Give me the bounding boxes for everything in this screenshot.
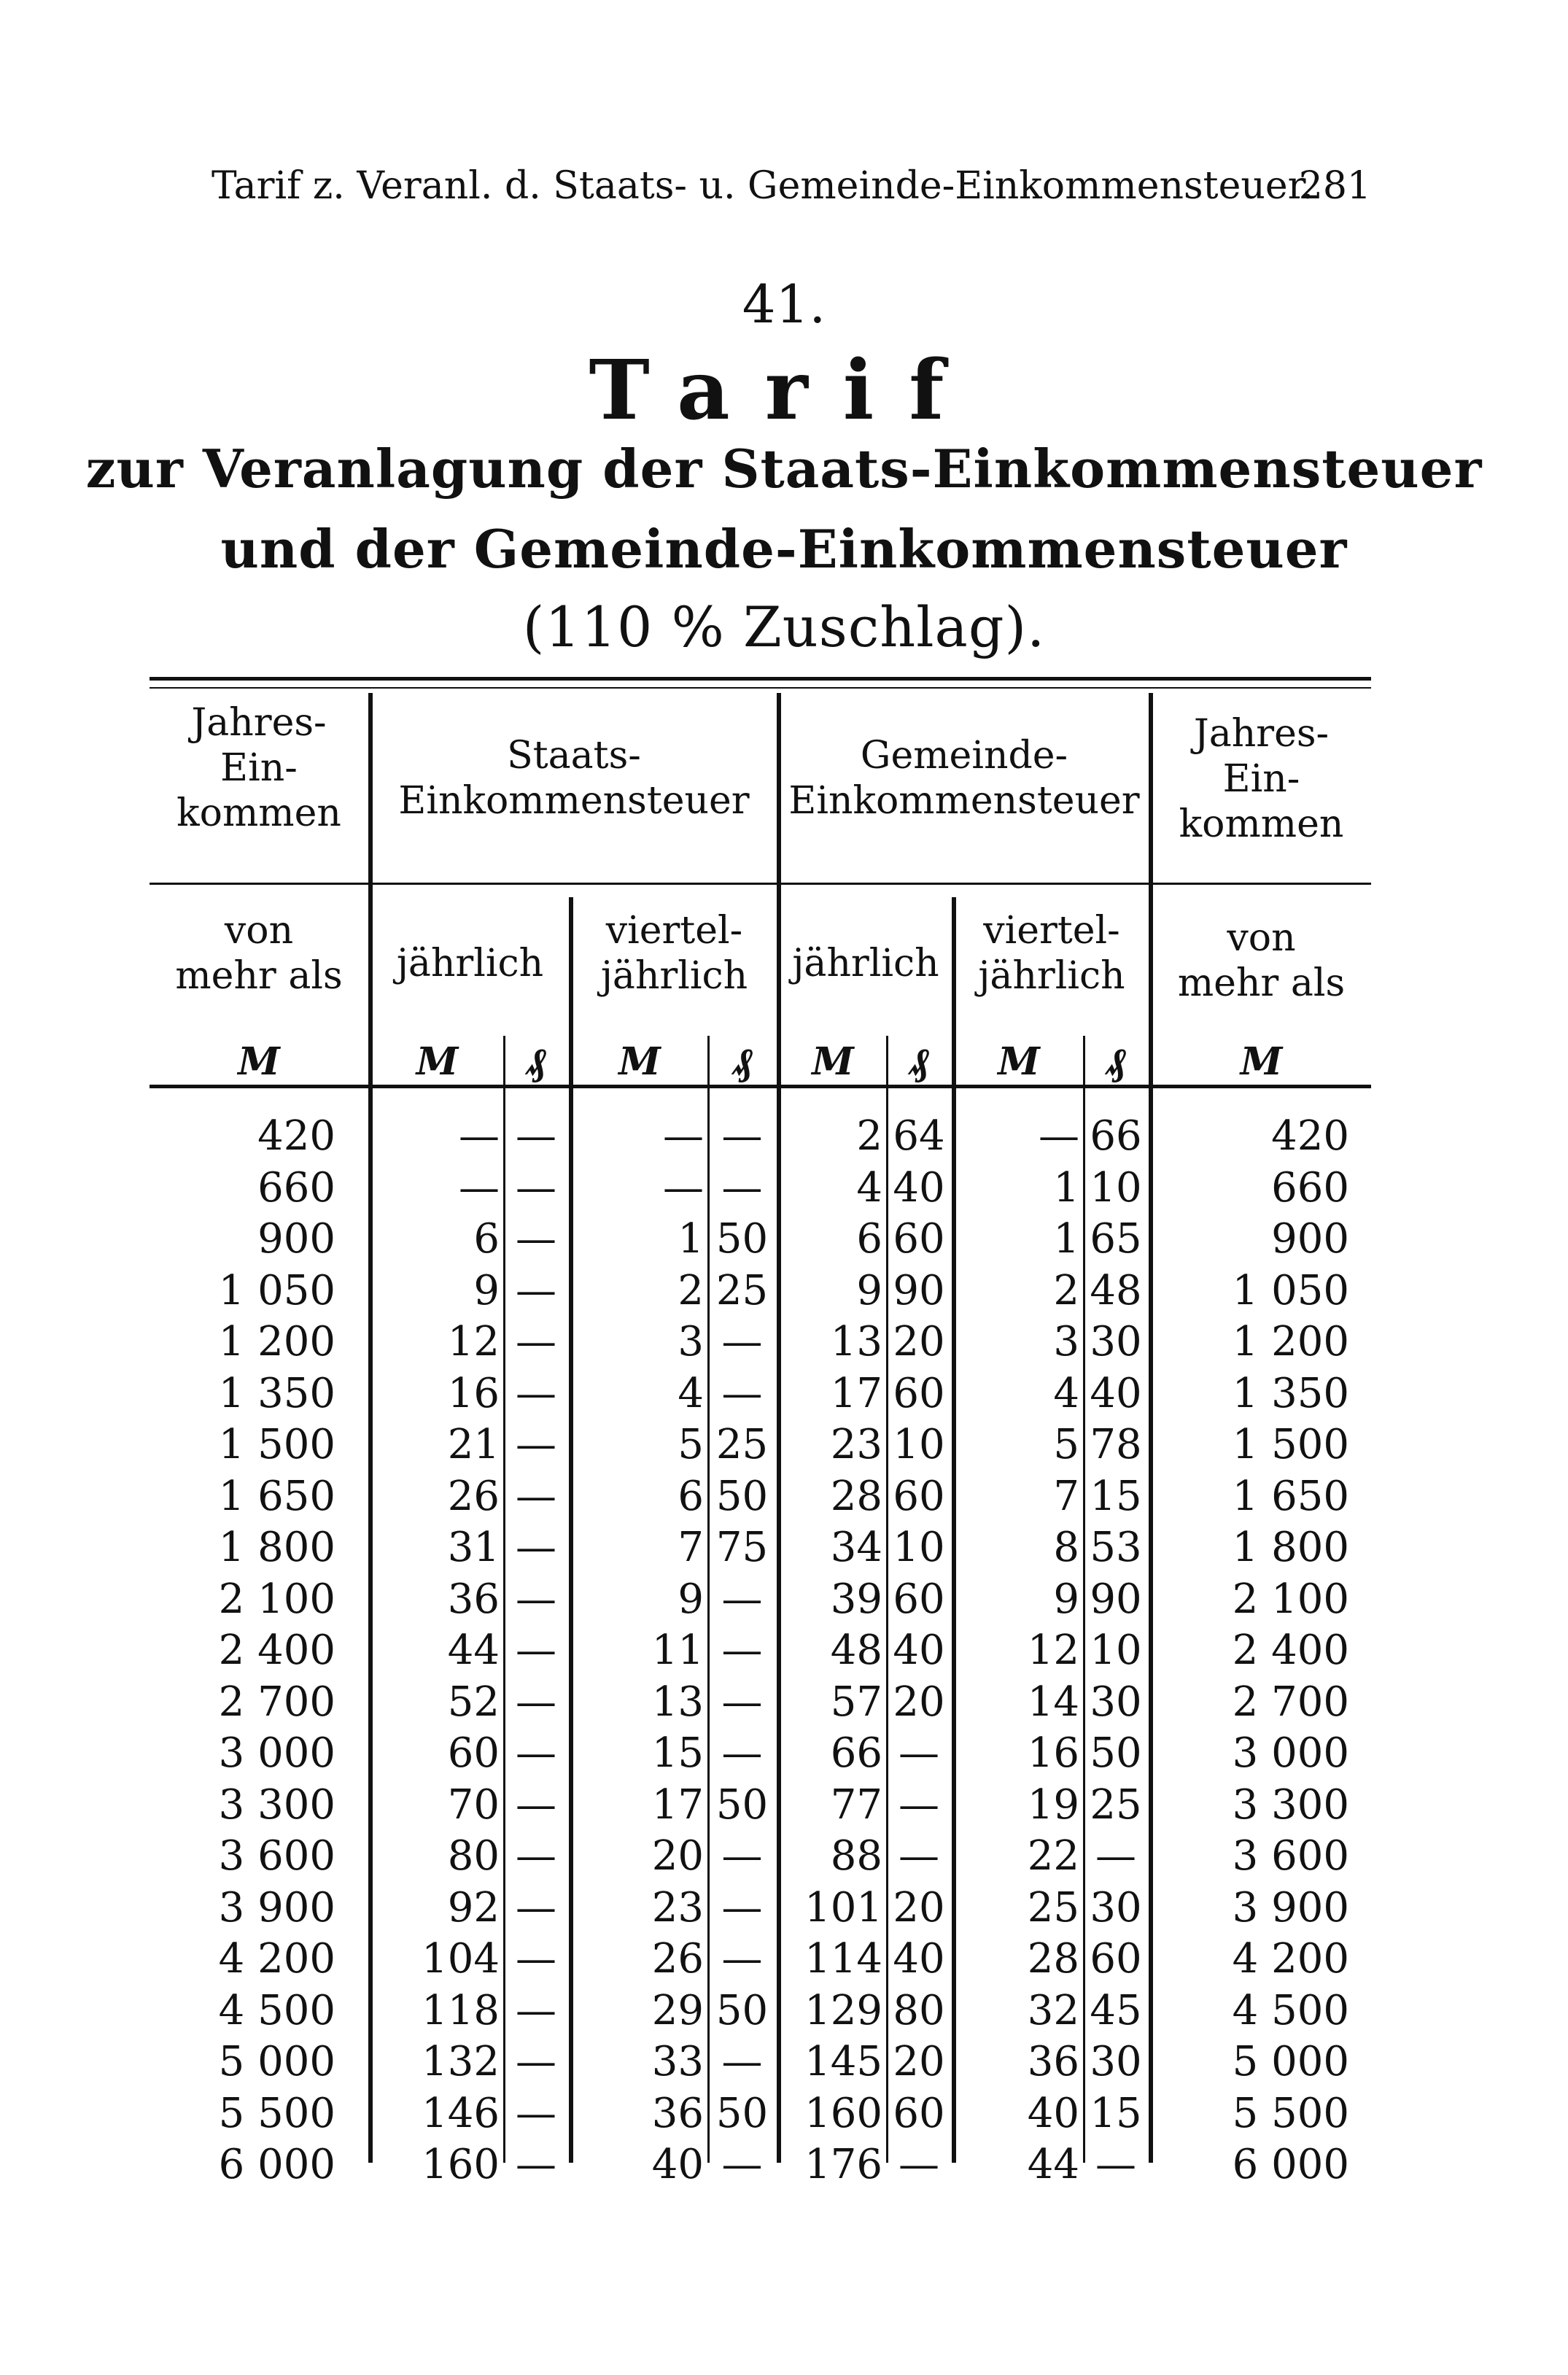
cell-municipal-quarterly-pf: 45 [1090,1986,1142,2034]
cell-state-yearly-mark: 9 [473,1266,500,1314]
unit-mark-municipal-yearly: M [812,1039,854,1084]
cell-municipal-quarterly-mark: 32 [1027,1986,1079,2034]
cell-municipal-quarterly-mark: 7 [1053,1472,1079,1520]
cell-state-quarterly-mark: 23 [651,1883,704,1932]
cell-income-right: 5 500 [1232,2089,1349,2137]
cell-income-right: 900 [1271,1215,1349,1263]
cell-income-right: 4 200 [1232,1935,1349,1983]
cell-municipal-quarterly-pf: 53 [1090,1524,1142,1571]
cell-municipal-quarterly-pf: 78 [1090,1421,1142,1468]
cell-municipal-yearly-pf: 20 [893,1318,945,1365]
cell-state-quarterly-pf: 50 [715,1781,769,1829]
cell-municipal-quarterly-pf: 30 [1090,1678,1142,1726]
table-row [150,1266,1371,1317]
header-income-left: Jahres- Ein- kommen [176,701,341,835]
cell-municipal-quarterly-mark: 22 [1027,1832,1079,1880]
cell-income-right: 2 400 [1232,1627,1349,1674]
table-row [150,1111,1371,1162]
cell-municipal-yearly-mark: 88 [830,1832,882,1880]
cell-municipal-quarterly-mark: 44 [1027,2141,1079,2188]
cell-income-left: 1 050 [218,1266,335,1314]
cell-municipal-yearly-pf: 40 [893,1627,945,1674]
cell-income-right: 1 800 [1232,1524,1349,1571]
cell-municipal-quarterly-mark: 8 [1053,1524,1079,1571]
table-top-rule [150,677,1371,681]
cell-state-quarterly-mark: 5 [678,1421,704,1468]
cell-income-left: 5 500 [218,2089,335,2137]
cell-state-yearly-pf: — [516,1421,556,1468]
cell-state-quarterly-mark: 3 [678,1318,704,1365]
cell-state-quarterly-pf: — [721,1678,763,1726]
cell-income-left: 1 500 [218,1421,335,1468]
cell-income-right: 420 [1271,1112,1349,1160]
cell-municipal-yearly-pf: 80 [893,1986,945,2034]
unit-mark-state-yearly: M [416,1039,459,1084]
cell-state-quarterly-pf: 50 [715,2089,769,2137]
table-row [150,1625,1371,1676]
table-top-rule-thin [150,687,1371,689]
cell-income-left: 5 000 [218,2038,335,2085]
cell-state-quarterly-mark: 2 [678,1266,704,1314]
cell-income-left: 660 [257,1163,335,1212]
cell-income-left: 1 350 [218,1369,335,1417]
cell-municipal-yearly-mark: 160 [804,2089,882,2137]
cell-income-left: 4 200 [218,1935,335,1983]
cell-state-yearly-mark: 60 [447,1729,500,1777]
table-row [150,1214,1371,1265]
cell-income-left: 420 [257,1112,335,1160]
cell-state-yearly-pf: — [516,1472,556,1520]
header-divider [150,883,1371,885]
cell-municipal-yearly-pf: 90 [893,1266,945,1314]
cell-state-yearly-pf: — [516,1163,556,1212]
unit-pf-state-quarterly: ₰ [734,1039,753,1084]
cell-municipal-quarterly-pf: 90 [1090,1575,1142,1623]
cell-income-left: 2 100 [218,1575,335,1623]
cell-municipal-quarterly-pf: 50 [1090,1729,1142,1777]
table-row [150,1163,1371,1214]
cell-state-quarterly-pf: — [721,1883,763,1932]
header-state-tax: Staats- Einkommensteuer [398,734,750,823]
cell-municipal-quarterly-pf: 30 [1090,1883,1142,1932]
cell-state-quarterly-mark: — [663,1112,704,1160]
header-income-right: Jahres- Ein- kommen [1179,712,1344,846]
cell-state-yearly-mark: 132 [422,2038,500,2085]
cell-income-left: 900 [257,1215,335,1263]
cell-municipal-quarterly-mark: 40 [1027,2089,1079,2137]
cell-income-right: 3 900 [1232,1883,1349,1932]
cell-municipal-quarterly-pf: — [1095,1832,1136,1880]
cell-municipal-quarterly-pf: 30 [1090,2038,1142,2085]
cell-state-yearly-pf: — [516,1986,556,2034]
cell-income-right: 1 050 [1232,1266,1349,1314]
cell-state-quarterly-mark: 15 [651,1729,704,1777]
cell-state-yearly-pf: — [516,1215,556,1263]
cell-municipal-quarterly-mark: 4 [1053,1369,1079,1417]
cell-municipal-yearly-pf: 60 [893,1215,945,1263]
cell-municipal-yearly-mark: 6 [856,1215,882,1263]
cell-state-quarterly-pf: 50 [715,1986,769,2034]
cell-municipal-yearly-mark: 101 [804,1883,882,1932]
cell-municipal-yearly-mark: 66 [830,1729,882,1777]
cell-state-yearly-pf: — [516,1627,556,1674]
header-state-yearly: jährlich [396,942,544,985]
cell-municipal-quarterly-pf: 15 [1090,1472,1142,1520]
cell-municipal-yearly-mark: 9 [856,1266,882,1314]
cell-municipal-yearly-mark: 28 [830,1472,882,1520]
cell-state-yearly-pf: — [516,1112,556,1160]
cell-municipal-quarterly-pf: 10 [1090,1627,1142,1674]
cell-municipal-yearly-mark: 145 [804,2038,882,2085]
cell-municipal-yearly-mark: 4 [856,1163,882,1212]
cell-state-yearly-pf: — [516,2141,556,2188]
cell-state-yearly-mark: 21 [447,1421,500,1468]
cell-municipal-quarterly-mark: 9 [1053,1575,1079,1623]
cell-state-quarterly-mark: 20 [651,1832,704,1880]
cell-state-yearly-mark: 44 [447,1627,500,1674]
cell-municipal-yearly-pf: 60 [893,1472,945,1520]
cell-municipal-quarterly-mark: 25 [1027,1883,1079,1932]
cell-municipal-yearly-mark: 77 [830,1781,882,1829]
cell-income-left: 3 900 [218,1883,335,1932]
cell-municipal-yearly-pf: 64 [893,1112,945,1160]
cell-state-quarterly-pf: 50 [715,1472,769,1520]
unit-pf-state-yearly: ₰ [527,1039,546,1084]
cell-state-quarterly-mark: 29 [651,1986,704,2034]
cell-municipal-quarterly-pf: 30 [1090,1318,1142,1365]
cell-municipal-quarterly-pf: 10 [1090,1163,1142,1212]
cell-municipal-quarterly-pf: 48 [1090,1266,1142,1314]
cell-municipal-yearly-mark: 114 [804,1935,882,1983]
cell-municipal-quarterly-pf: 15 [1090,2089,1142,2137]
cell-state-quarterly-mark: — [663,1163,704,1212]
subtitle-line-2: und der Gemeinde-Einkommensteuer [220,518,1348,580]
running-head [211,164,1371,222]
cell-municipal-yearly-pf: 60 [893,1575,945,1623]
table-row [150,1985,1371,2037]
cell-municipal-yearly-pf: — [899,1832,939,1880]
cell-state-quarterly-mark: 7 [678,1524,704,1571]
table-row [150,1728,1371,1779]
cell-state-quarterly-pf: — [721,1627,763,1674]
cell-state-quarterly-pf: — [721,1163,763,1212]
table-row [150,1317,1371,1368]
cell-state-yearly-mark: 70 [447,1781,500,1829]
unit-mark-income-left: M [238,1039,280,1084]
cell-state-yearly-pf: — [516,1781,556,1829]
cell-income-right: 660 [1271,1163,1349,1212]
table-row [150,1831,1371,1882]
cell-state-quarterly-pf: — [721,1832,763,1880]
cell-income-right: 3 300 [1232,1781,1349,1829]
table-row [150,1419,1371,1471]
cell-income-right: 1 650 [1232,1472,1349,1520]
cell-municipal-yearly-mark: 48 [830,1627,882,1674]
table-row [150,2139,1371,2190]
cell-state-quarterly-pf: 25 [715,1421,769,1468]
cell-state-quarterly-mark: 26 [651,1935,704,1983]
header-municipal-quarterly: viertel- jährlich [978,909,1125,998]
table-row [150,2037,1371,2088]
cell-municipal-yearly-pf: 40 [893,1935,945,1983]
page-number: 281 [1298,164,1371,208]
cell-state-yearly-pf: — [516,2089,556,2137]
cell-state-quarterly-pf: — [721,2141,763,2188]
cell-state-quarterly-mark: 4 [678,1369,704,1417]
cell-municipal-quarterly-mark: 5 [1053,1421,1079,1468]
cell-municipal-quarterly-mark: 16 [1027,1729,1079,1777]
cell-municipal-quarterly-pf: 60 [1090,1935,1142,1983]
cell-state-yearly-mark: 92 [447,1883,500,1932]
cell-state-quarterly-mark: 40 [651,2141,704,2188]
cell-municipal-yearly-mark: 129 [804,1986,882,2034]
cell-municipal-quarterly-mark: 19 [1027,1781,1079,1829]
unit-mark-municipal-quarterly: M [998,1039,1040,1084]
cell-municipal-quarterly-mark: 1 [1053,1215,1079,1263]
cell-state-yearly-mark: 26 [447,1472,500,1520]
table-row [150,1883,1371,1934]
cell-state-yearly-pf: — [516,1369,556,1417]
cell-municipal-quarterly-pf: 65 [1090,1215,1142,1263]
cell-state-yearly-mark: 36 [447,1575,500,1623]
table-row [150,1471,1371,1522]
table-row [150,1368,1371,1419]
cell-state-yearly-pf: — [516,2038,556,2085]
cell-income-right: 3 600 [1232,1832,1349,1880]
cell-state-yearly-mark: 16 [447,1369,500,1417]
cell-municipal-quarterly-mark: 3 [1053,1318,1079,1365]
cell-state-yearly-pf: — [516,1318,556,1365]
table-row [150,2088,1371,2139]
cell-income-left: 1 200 [218,1318,335,1365]
cell-state-quarterly-pf: — [721,1935,763,1983]
cell-state-quarterly-pf: 50 [715,1215,769,1263]
cell-municipal-yearly-pf: 60 [893,1369,945,1417]
table-row [150,1522,1371,1573]
cell-municipal-yearly-pf: — [899,1781,939,1829]
cell-income-left: 1 650 [218,1472,335,1520]
cell-income-left: 3 300 [218,1781,335,1829]
cell-state-yearly-pf: — [516,1883,556,1932]
cell-income-left: 6 000 [218,2141,335,2188]
cell-state-yearly-mark: 12 [447,1318,500,1365]
cell-income-right: 3 000 [1232,1729,1349,1777]
cell-state-quarterly-pf: — [721,1318,763,1365]
unit-pf-municipal-quarterly: ₰ [1107,1039,1126,1084]
cell-state-yearly-pf: — [516,1935,556,1983]
cell-municipal-quarterly-mark: 2 [1053,1266,1079,1314]
cell-state-yearly-mark: — [459,1163,500,1212]
cell-state-quarterly-pf: — [721,1112,763,1160]
cell-income-left: 4 500 [218,1986,335,2034]
cell-state-yearly-pf: — [516,1575,556,1623]
cell-state-yearly-mark: 80 [447,1832,500,1880]
cell-state-quarterly-pf: — [721,2038,763,2085]
cell-state-quarterly-pf: 75 [715,1524,769,1571]
page-title: Tarif [589,343,979,438]
cell-municipal-quarterly-mark: 14 [1027,1678,1079,1726]
cell-municipal-yearly-mark: 39 [830,1575,882,1623]
cell-municipal-yearly-pf: 10 [893,1421,945,1468]
cell-state-yearly-mark: 160 [422,2141,500,2188]
cell-municipal-quarterly-pf: — [1095,2141,1136,2188]
cell-state-quarterly-mark: 11 [651,1627,704,1674]
cell-state-yearly-mark: 146 [422,2089,500,2137]
cell-state-yearly-mark: 52 [447,1678,500,1726]
cell-municipal-quarterly-pf: 66 [1090,1112,1142,1160]
cell-state-quarterly-mark: 1 [678,1215,704,1263]
cell-municipal-yearly-mark: 23 [830,1421,882,1468]
cell-state-quarterly-mark: 6 [678,1472,704,1520]
cell-state-quarterly-mark: 36 [651,2089,704,2137]
cell-state-yearly-mark: 31 [447,1524,500,1571]
cell-municipal-yearly-pf: 20 [893,1883,945,1932]
running-head-title: Tarif z. Veranl. d. Staats- u. Gemeinde-Einkommensteuer. [211,164,1314,208]
cell-state-yearly-pf: — [516,1524,556,1571]
subtitle-line-1: zur Veranlagung der Staats-Einkommensteuer [85,438,1483,500]
cell-municipal-yearly-mark: 176 [804,2141,882,2188]
header-more-than-right: von mehr als [1177,916,1346,1005]
header-municipal-tax: Gemeinde- Einkommensteuer [788,734,1140,823]
cell-income-left: 1 800 [218,1524,335,1571]
cell-state-yearly-pf: — [516,1832,556,1880]
cell-municipal-yearly-mark: 2 [856,1112,882,1160]
cell-state-yearly-pf: — [516,1678,556,1726]
cell-municipal-yearly-pf: — [899,2141,939,2188]
cell-state-yearly-mark: 118 [422,1986,500,2034]
cell-income-left: 2 400 [218,1627,335,1674]
cell-state-quarterly-mark: 33 [651,2038,704,2085]
cell-state-yearly-mark: 6 [473,1215,500,1263]
section-number: 41. [742,274,826,335]
cell-state-quarterly-pf: 25 [715,1266,769,1314]
cell-income-right: 1 350 [1232,1369,1349,1417]
cell-state-quarterly-mark: 17 [651,1781,704,1829]
cell-income-right: 2 700 [1232,1678,1349,1726]
cell-income-left: 3 600 [218,1832,335,1880]
cell-state-yearly-mark: — [459,1112,500,1160]
cell-income-right: 6 000 [1232,2141,1349,2188]
cell-municipal-yearly-mark: 17 [830,1369,882,1417]
cell-state-quarterly-mark: 9 [678,1575,704,1623]
subtitle-line-3: (110 % Zuschlag). [522,594,1046,659]
table-row [150,1934,1371,1985]
cell-municipal-yearly-mark: 13 [830,1318,882,1365]
unit-mark-income-right: M [1240,1039,1283,1084]
unit-pf-municipal-yearly: ₰ [910,1039,929,1084]
header-state-quarterly: viertel- jährlich [600,909,748,998]
cell-income-right: 1 500 [1232,1421,1349,1468]
cell-state-quarterly-pf: — [721,1575,763,1623]
cell-income-left: 3 000 [218,1729,335,1777]
cell-municipal-quarterly-mark: 12 [1027,1627,1079,1674]
cell-state-quarterly-pf: — [721,1729,763,1777]
cell-income-left: 2 700 [218,1678,335,1726]
cell-municipal-quarterly-mark: 36 [1027,2038,1079,2085]
table-row [150,1780,1371,1831]
cell-state-yearly-mark: 104 [422,1935,500,1983]
cell-income-right: 1 200 [1232,1318,1349,1365]
cell-municipal-yearly-pf: 20 [893,2038,945,2085]
cell-state-quarterly-pf: — [721,1369,763,1417]
cell-income-right: 2 100 [1232,1575,1349,1623]
cell-municipal-yearly-pf: 60 [893,2089,945,2137]
cell-state-quarterly-mark: 13 [651,1678,704,1726]
table-row [150,1574,1371,1625]
cell-municipal-yearly-mark: 34 [830,1524,882,1571]
cell-municipal-quarterly-mark: — [1039,1112,1079,1160]
cell-municipal-quarterly-mark: 1 [1053,1163,1079,1212]
cell-state-yearly-pf: — [516,1729,556,1777]
header-bottom-rule [150,1085,1371,1088]
cell-municipal-yearly-pf: 40 [893,1163,945,1212]
cell-municipal-yearly-pf: 20 [893,1678,945,1726]
cell-income-right: 5 000 [1232,2038,1349,2085]
table-row [150,1677,1371,1728]
cell-municipal-quarterly-pf: 25 [1090,1781,1142,1829]
header-municipal-yearly: jährlich [792,942,939,985]
cell-municipal-yearly-pf: 10 [893,1524,945,1571]
unit-mark-state-quarterly: M [618,1039,661,1084]
cell-municipal-yearly-pf: — [899,1729,939,1777]
header-more-than-left: von mehr als [175,909,343,998]
cell-municipal-quarterly-mark: 28 [1027,1935,1079,1983]
cell-state-yearly-pf: — [516,1266,556,1314]
cell-municipal-quarterly-pf: 40 [1090,1369,1142,1417]
cell-municipal-yearly-mark: 57 [830,1678,882,1726]
cell-income-right: 4 500 [1232,1986,1349,2034]
